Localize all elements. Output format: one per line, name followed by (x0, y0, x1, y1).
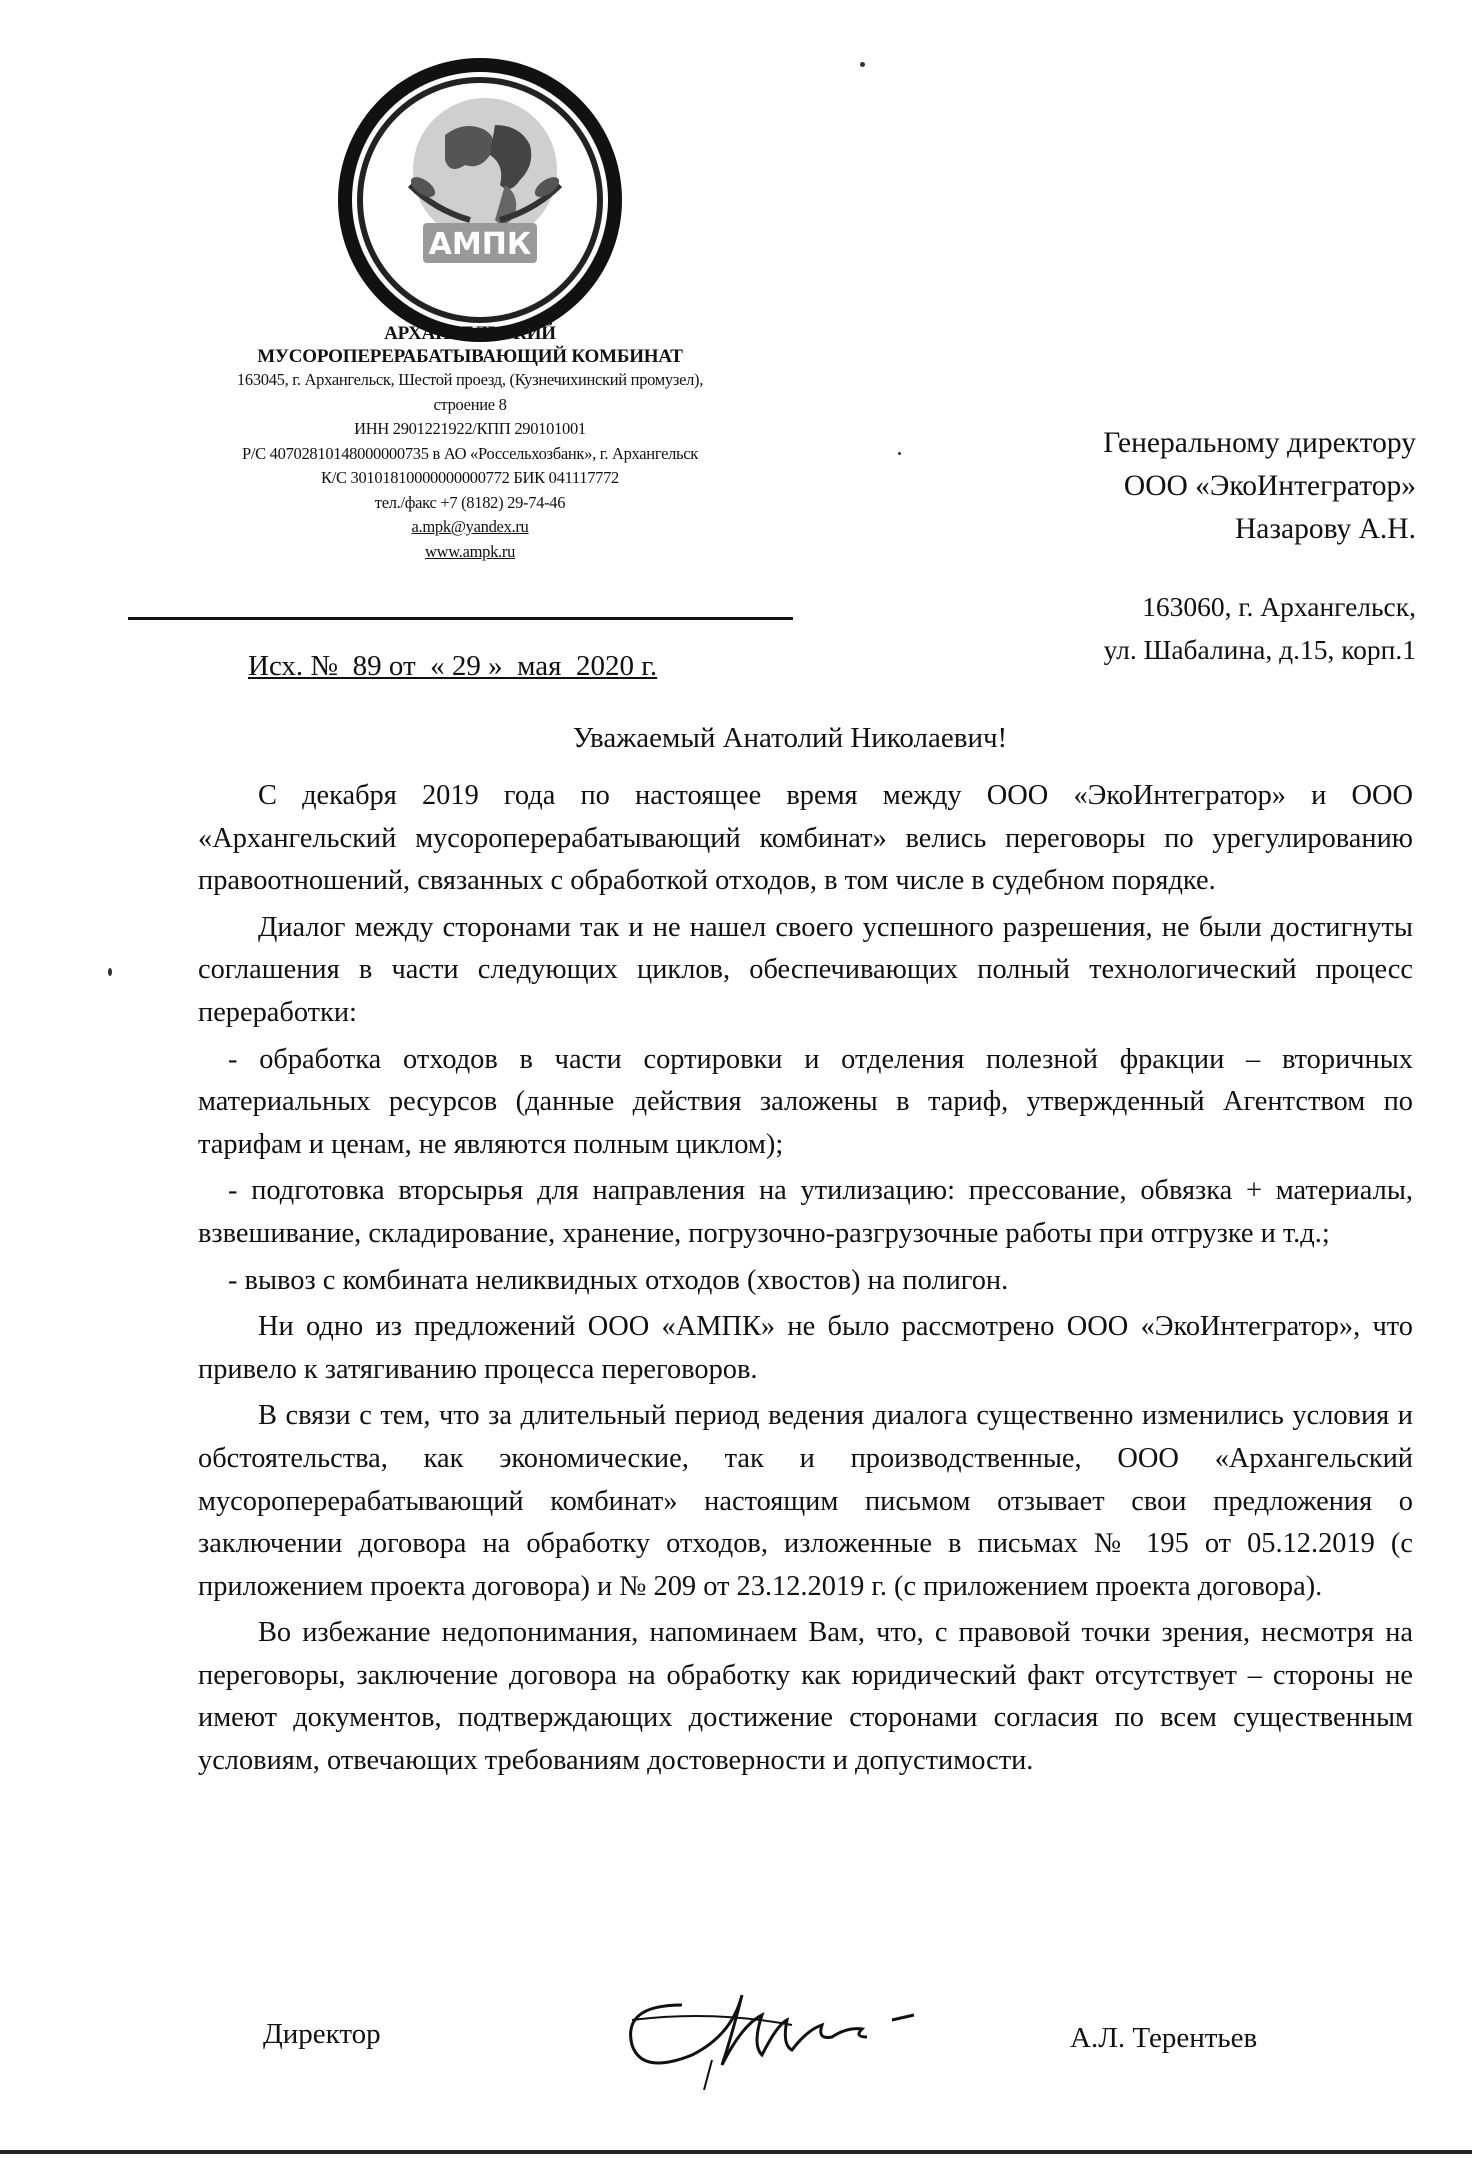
paragraph: Диалог между сторонами так и не нашел своего успешного разрешения, не были достигнуты соглашения в части следующих циклов, обеспечивающих полный технологический процесс переработки: (198, 911, 1413, 1028)
paragraph: Ни одно из предложений ООО «АМПК» не было рассмотрено ООО «ЭкоИнтегратор», что привело к затягиванию процесса переговоров. (198, 1311, 1413, 1385)
list-item: - обработка отходов в части сортировки и отделения полезной фракции – вторичных материальных ресурсов (данные действия заложены в тариф, утвержденный Агентством по тарифам и ценам, не являются полным циклом); (198, 1043, 1413, 1160)
list-item: - вывоз с комбината неликвидных отходов (хвостов) на полигон. (228, 1264, 1009, 1296)
signature-name: А.Л. Терентьев (1070, 2022, 1258, 2054)
org-address-line2: строение 8 (433, 394, 507, 414)
org-phone: тел./факс +7 (8182) 29-74-46 (374, 492, 566, 512)
org-account: Р/С 40702810148000000735 в АО «Россельхозбанк», г. Архангельск (241, 443, 698, 463)
company-logo (335, 55, 625, 345)
org-name-line1: АРХАНГЕЛЬСКИЙ (384, 323, 556, 344)
paragraph: Во избежание недопонимания, напоминаем Вам, что, с правовой точки зрения, несмотря на переговоры, заключение договора на обработку как юридический факт отсутствует – стороны не имеют документов, подтверждающих достижение сторонами согласия по всем существенным условиям, отвечающих требованиям достоверности и допустимости. (198, 1617, 1413, 1777)
recipient-block (1103, 422, 1416, 551)
org-address-line1: 163045, г. Архангельск, Шестой проезд, (Кузнечихинский промузел), (236, 370, 704, 389)
outgoing-reference: Исх. № 89 от « 29 » мая 2020 г. (248, 650, 658, 682)
paragraph: В связи с тем, что за длительный период ведения диалога существенно изменились условия и обстоятельства, как экономические, так и производственные, ООО «Архангельский мусороперерабатывающий комбинат» настоящим письмом отзывает свои предложения о заключении договора на обработку отходов, изложенные в письмах № 195 от 05.12.2019 (с приложением проекта договора) и № 209 от 23.12.2019 г. (с приложением проекта договора). (198, 1400, 1413, 1602)
recipient-address-line1: 163060, г. Архангельск, (1142, 591, 1416, 622)
org-email-link[interactable]: a.mpk@yandex.ru (411, 517, 529, 536)
handwritten-signature (612, 1965, 932, 2095)
recipient-line1: Генеральному директору (1103, 427, 1416, 459)
logo-text: АМПК (428, 227, 532, 262)
org-name-line2: МУСОРОПЕРЕРАБАТЫВАЮЩИЙ КОМБИНАТ (257, 346, 683, 367)
signature-title: Директор (263, 2018, 381, 2050)
recipient-address-line2: ул. Шабалина, д.15, корп.1 (1103, 634, 1416, 665)
salutation: Уважаемый Анатолий Николаевич! (572, 722, 1008, 754)
letter-body (198, 775, 1413, 1787)
letterhead-divider (128, 617, 793, 620)
recipient-line2: ООО «ЭкоИнтегратор» (1123, 470, 1416, 502)
org-inn-kpp: ИНН 2901221922/КПП 290101001 (354, 419, 586, 438)
list-item: - подготовка вторсырья для направления на утилизацию: прессование, обвязка + материалы, взвешивание, складирование, хранение, погрузочно-разгрузочные работы при отгрузке и т.д.; (198, 1175, 1413, 1249)
scan-speck (898, 452, 901, 455)
paragraph: С декабря 2019 года по настоящее время между ООО «ЭкоИнтегратор» и ООО «Архангельский мусороперерабатывающий комбинат» велись переговоры по урегулированию правоотношений, связанных с обработкой отходов, в том числе в судебном порядке. (198, 780, 1413, 897)
scan-speck (860, 62, 865, 67)
recipient-line3: Назарову А.Н. (1234, 513, 1416, 545)
letterhead (130, 322, 810, 564)
scan-speck (108, 968, 112, 976)
org-website-link[interactable]: www.ampk.ru (424, 541, 516, 561)
org-corr-account: К/С 30101810000000000772 БИК 041117772 (321, 468, 619, 487)
recipient-address (1104, 585, 1416, 671)
page-bottom-edge (0, 2150, 1472, 2154)
